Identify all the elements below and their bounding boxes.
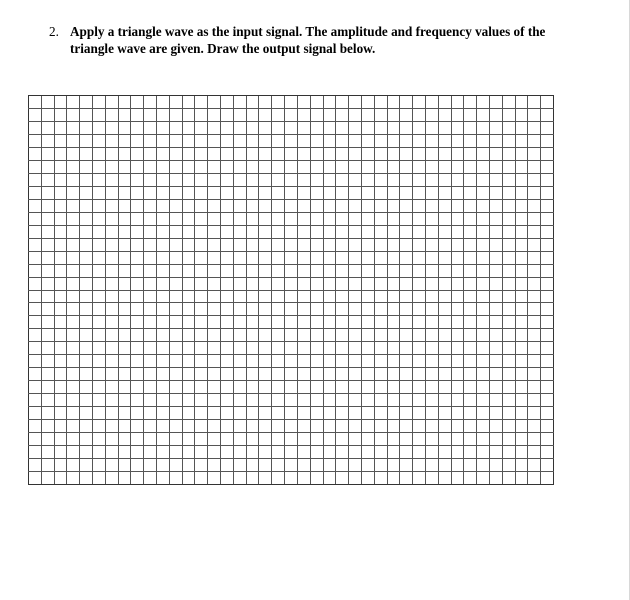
- question-text: Apply a triangle wave as the input signal. The amplitude and frequency values of the triangle wave are given. Draw the output signal below.: [70, 24, 546, 56]
- graph-paper-grid[interactable]: [28, 95, 554, 485]
- drawing-grid[interactable]: [28, 95, 554, 485]
- question-block: [49, 23, 569, 57]
- question-number: 2.: [49, 24, 59, 39]
